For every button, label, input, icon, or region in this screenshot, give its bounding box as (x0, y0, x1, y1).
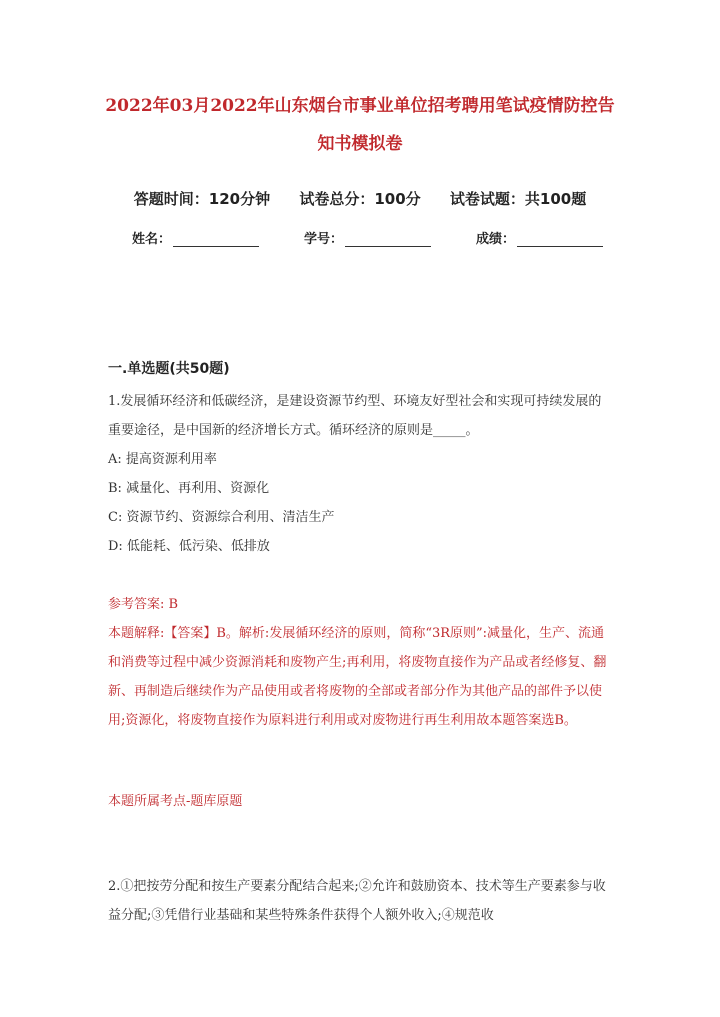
question-1-point: 本题所属考点-题库原题 (108, 794, 243, 809)
question-1-answer: 参考答案: B (108, 597, 179, 612)
exam-total-score: 试卷总分：100分 (299, 190, 421, 208)
exam-title-line-1: 2022年03月2022年山东烟台市事业单位招考聘用笔试疫情防控告 (105, 96, 615, 116)
id-label: 学号： (304, 232, 344, 247)
score-blank[interactable] (517, 232, 603, 247)
question-2-stem: 2.①把按劳分配和按生产要素分配结合起来;②允许和鼓励资本、技术等生产要素参与收益分配;③凭借行业基础和某些特殊条件获得个人额外收入;④规范收 (108, 879, 606, 923)
question-1-explanation: 本题解释:【答案】B。解析:发展循环经济的原则，简称“3R原则”:减量化，生产、流通和消费等过程中减少资源消耗和废物产生;再利用，将废物直接作为产品或者经修复、翻新、再制造后继续作为产品使用或者将废物的全部或者部分作为其他产品的部件予以使用;资源化，将废物直接作为原料进行利用或对废物进行再生利用故本题答案选B。 (108, 626, 607, 728)
question-1-option-b: B: 减量化、再利用、资源化 (108, 481, 270, 496)
question-1-option-c: C: 资源节约、资源综合利用、清洁生产 (108, 510, 335, 525)
id-field (304, 228, 431, 247)
name-label: 姓名： (132, 232, 172, 247)
question-1-stem: 1.发展循环经济和低碳经济，是建设资源节约型、环境友好型社会和实现可持续发展的重要途径，是中国新的经济增长方式。循环经济的原则是_____。 (108, 394, 602, 438)
question-1-option-a: A: 提高资源利用率 (108, 452, 217, 467)
exam-question-count: 试卷试题：共100题 (449, 190, 587, 208)
id-blank[interactable] (345, 232, 431, 247)
score-field (476, 228, 603, 247)
student-fields (132, 228, 612, 248)
name-blank[interactable] (173, 232, 259, 247)
exam-title-line-2: 知书模拟卷 (317, 134, 403, 154)
score-label: 成绩： (476, 232, 516, 247)
name-field (132, 228, 259, 247)
section-heading: 一.单选题(共50题) (108, 361, 230, 377)
question-1-option-d: D: 低能耗、低污染、低排放 (108, 539, 270, 554)
exam-time: 答题时间：120分钟 (133, 190, 271, 208)
exam-meta (90, 188, 630, 209)
